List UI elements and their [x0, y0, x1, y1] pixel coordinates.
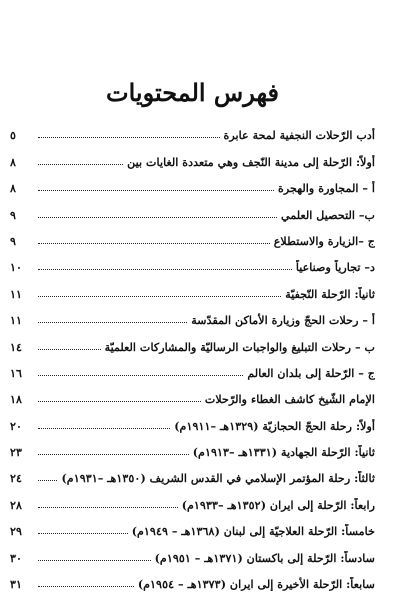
- toc-entry-page-number: ٢٠: [10, 418, 23, 433]
- dot-leader: [38, 217, 277, 218]
- toc-entry: [10, 435, 375, 461]
- toc-entry-label: ب – رحلات التبليغ والواجبات الرساليّة والمشاركات العلميّة: [104, 339, 375, 354]
- toc-entry-label: سادساً: الرّحلة إلى باكستان (١٣٧١هـ – ١٩٥١م): [154, 550, 375, 565]
- dot-leader: [38, 428, 170, 429]
- toc-entry-page-number: ٢٨: [10, 497, 23, 512]
- toc-entry: [10, 250, 375, 276]
- toc-entry: [10, 382, 375, 408]
- toc-entry-page-number: ٢٩: [10, 524, 23, 539]
- dot-leader: [38, 401, 201, 402]
- toc-entry: [10, 514, 375, 540]
- toc-entry-page-number: ٢٣: [10, 445, 23, 460]
- toc-entry-page-number: ٥: [10, 128, 17, 143]
- toc-entry-page-number: ٨: [10, 154, 17, 169]
- toc-entry-page-number: ٩: [10, 233, 17, 248]
- toc-entry-label: أ – رحلات الحجّ وزيارة الأماكن المقدّسة: [191, 313, 375, 328]
- toc-entry-page-number: ١٠: [10, 260, 23, 275]
- toc-entry: [10, 356, 375, 382]
- toc-entry-page-number: ١٨: [10, 392, 23, 407]
- toc-entry-page-number: ١١: [10, 286, 23, 301]
- toc-entry-page-number: ١٦: [10, 365, 23, 380]
- toc-entry-label: ج – الرّحلة إلى بلدان العالم: [247, 365, 375, 380]
- toc-entry-label: أدب الرّحلات النجفية لمحة عابرة: [223, 128, 375, 143]
- toc-entry-page-number: ٣١: [10, 577, 23, 592]
- toc-entry-label: ثانياً: الرّحلة النّجفيّة: [285, 286, 375, 301]
- dot-leader: [38, 454, 189, 455]
- dot-leader: [38, 137, 220, 138]
- toc-entry-page-number: ٨: [10, 181, 17, 196]
- toc-entry: [10, 303, 375, 329]
- toc-entry-label: ج –الزيارة والاستطلاع: [273, 233, 375, 248]
- toc-entry: [10, 171, 375, 197]
- toc-entry: [10, 197, 375, 223]
- toc-entry-label: ب– التحصيل العلمي: [281, 207, 375, 222]
- toc-entry-label: د– تجارياً وصناعياً: [295, 260, 375, 275]
- toc-entry-label: ثانياً: الرّحلة الجهادية (١٣٣١هـ –١٩١٣م): [192, 445, 375, 460]
- toc-entry: [10, 487, 375, 513]
- toc-entry-page-number: ١٤: [10, 339, 23, 354]
- toc-entry-label: سابعاً: الرّحلة الأخيرة إلى ايران (١٣٧٣هـ – ١٩٥٤م): [137, 577, 375, 592]
- toc-list: [10, 118, 375, 593]
- dot-leader: [38, 375, 243, 376]
- toc-entry-label: أ – المجاورة والهجرة: [277, 181, 375, 196]
- toc-heading: فهرس المحتويات: [105, 78, 279, 107]
- toc-entry-page-number: ٢٤: [10, 471, 23, 486]
- toc-entry-label: خامساً: الرّحلة العلاجيّة إلى لبنان (١٣٦٨هـ – ١٩٤٩م): [131, 524, 375, 539]
- toc-entry: [10, 118, 375, 144]
- toc-entry-label: رابعاً: الرّحلة إلى ايران (١٣٥٢هـ –١٩٣٣م): [181, 497, 375, 512]
- dot-leader: [38, 164, 123, 165]
- toc-entry-page-number: ١١: [10, 313, 23, 328]
- dot-leader: [38, 560, 151, 561]
- toc-entry: [10, 461, 375, 487]
- toc-entry: [10, 144, 375, 170]
- dot-leader: [38, 586, 134, 587]
- dot-leader: [38, 507, 178, 508]
- toc-entry: [10, 567, 375, 593]
- toc-entry-label: ثالثاً: رحلة المؤتمر الإسلامي في القدس الشريف (١٣٥٠هـ –١٩٣١م): [61, 471, 375, 486]
- dot-leader: [38, 296, 281, 297]
- dot-leader: [38, 533, 128, 534]
- toc-entry: [10, 224, 375, 250]
- dot-leader: [38, 269, 292, 270]
- dot-leader: [38, 190, 274, 191]
- toc-entry: [10, 276, 375, 302]
- toc-entry-label: الإمام الشّيخ كاشف الغطاء والرّحلات: [204, 392, 375, 407]
- toc-entry-page-number: ٣٠: [10, 550, 23, 565]
- dot-leader: [38, 349, 101, 350]
- toc-entry-label: أولاً: رحلة الحجّ الحجازيّة (١٣٢٩هـ –١٩١١م): [174, 418, 375, 433]
- dot-leader: [38, 243, 270, 244]
- toc-entry-label: أولاً: الرّحلة إلى مدينة النّجف وهي متعددة الغايات بين: [127, 154, 375, 169]
- toc-entry: [10, 540, 375, 566]
- dot-leader: [38, 322, 187, 323]
- toc-entry: [10, 408, 375, 434]
- toc-entry-page-number: ٩: [10, 207, 17, 222]
- dot-leader: [38, 480, 57, 481]
- toc-entry: [10, 329, 375, 355]
